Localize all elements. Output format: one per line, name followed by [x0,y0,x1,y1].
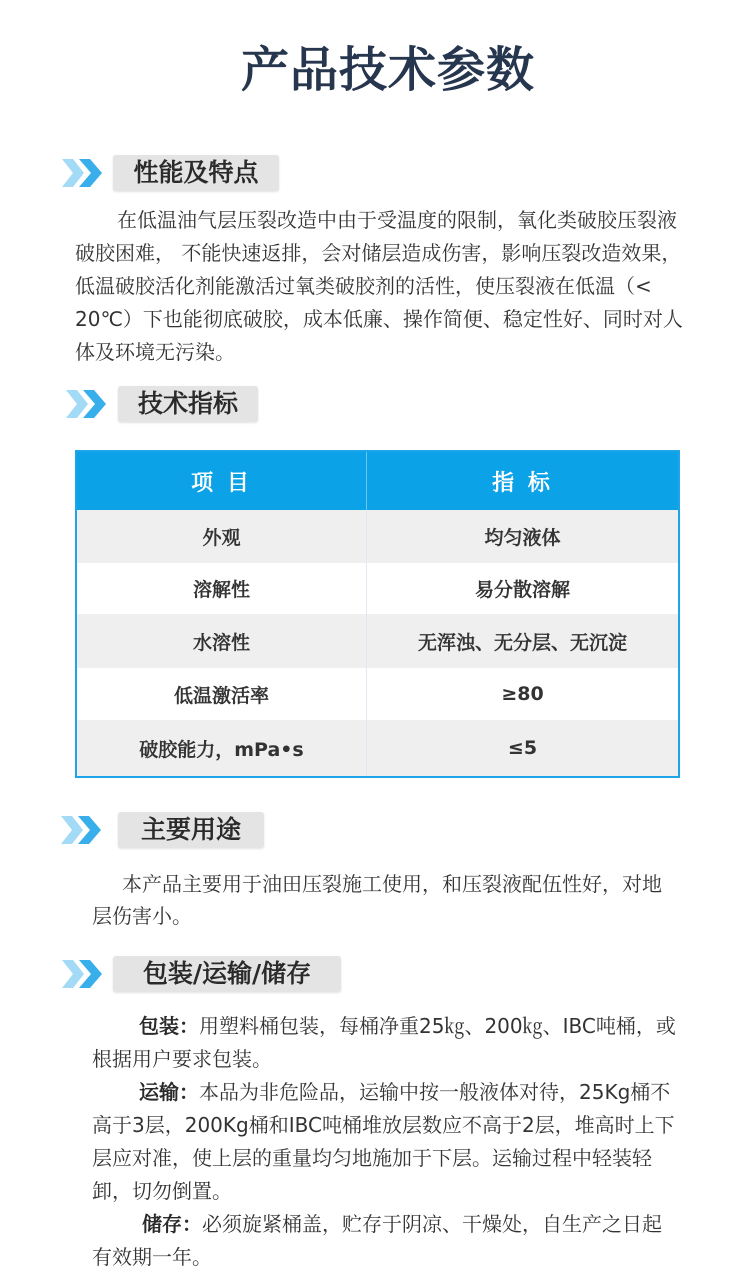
paragraph-line: 体及环境无污染。 [75,340,235,364]
table-row [77,668,678,720]
double-chevron-right-icon [62,960,106,988]
packaging-text: 用塑料桶包装，每桶净重25㎏、200㎏、IBC吨桶，或 [199,1014,676,1038]
table-cell-item: 外观 [77,510,367,563]
paragraph-line [92,1076,682,1109]
table-cell-item: 水溶性 [77,614,367,668]
page-title: 产品技术参数 [240,42,535,98]
paragraph-line: 20℃）下也能彻底破胶，成本低廉、操作简便、稳定性好、同时对人 [75,307,683,331]
table-header-value: 指 标 [492,470,553,496]
table-cell-value: ≥80 [501,683,544,705]
spec-table [75,450,680,778]
table-header-row [77,452,678,510]
section-heading-usage: 主要用途 [118,812,264,848]
table-row [77,510,678,563]
transport-label: 运输： [139,1080,199,1104]
paragraph-line: 层伤害小。 [92,904,192,928]
packaging-label: 包装： [139,1014,199,1038]
table-cell-item: 低温激活率 [77,668,367,720]
table-cell-value: 无浑浊、无分层、无沉淀 [417,631,627,654]
table-cell-value: 均匀液体 [484,527,561,549]
paragraph-line: 在低温油气层压裂改造中由于受温度的限制，氧化类破胶压裂液 [117,208,677,232]
table-cell-item: 破胶能力，mPa•s [77,720,367,776]
paragraph-line [92,1208,682,1241]
paragraph-line: 有效期一年。 [92,1245,212,1269]
paragraph-line: 低温破胶活化剂能激活过氧类破胶剂的活性，使压裂液在低温（< [75,274,652,298]
table-row [77,563,678,614]
table-row [77,720,678,776]
paragraph-line: 破胶困难， 不能快速返排，会对储层造成伤害，影响压裂改造效果， [75,241,682,265]
paragraph-line: 本产品主要用于油田压裂施工使用，和压裂液配伍性好，对地 [122,872,662,896]
double-chevron-right-icon [62,159,106,187]
paragraph-line: 层应对准，使上层的重量均匀地施加于下层。运输过程中轻装轻 [92,1146,652,1170]
paragraph-line: 根据用户要求包装。 [92,1047,272,1071]
section-heading-logistics: 包装/运输/储存 [113,956,341,992]
storage-text: 必须旋紧桶盖，贮存于阴凉、干燥处，自生产之日起 [202,1212,662,1236]
features-paragraph [75,204,683,369]
double-chevron-right-icon [61,816,105,844]
transport-text: 本品为非危险品，运输中按一般液体对待，25Kg桶不 [199,1080,671,1104]
logistics-paragraphs [92,1010,682,1274]
table-cell-item: 溶解性 [77,563,367,614]
table-cell-value: ≤5 [507,737,538,759]
section-heading-specs: 技术指标 [118,386,258,422]
paragraph-line: 卸，切勿倒置。 [92,1179,232,1203]
paragraph-line [92,1010,682,1043]
storage-label: 储存： [142,1212,202,1236]
section-heading-features: 性能及特点 [113,155,279,191]
double-chevron-right-icon [66,390,110,418]
table-header-item: 项 目 [77,452,367,510]
table-row [77,614,678,668]
usage-paragraph [92,868,672,932]
paragraph-line: 高于3层，200Kg桶和IBC吨桶堆放层数应不高于2层，堆高时上下 [92,1113,675,1137]
table-cell-value: 易分散溶解 [474,579,570,601]
